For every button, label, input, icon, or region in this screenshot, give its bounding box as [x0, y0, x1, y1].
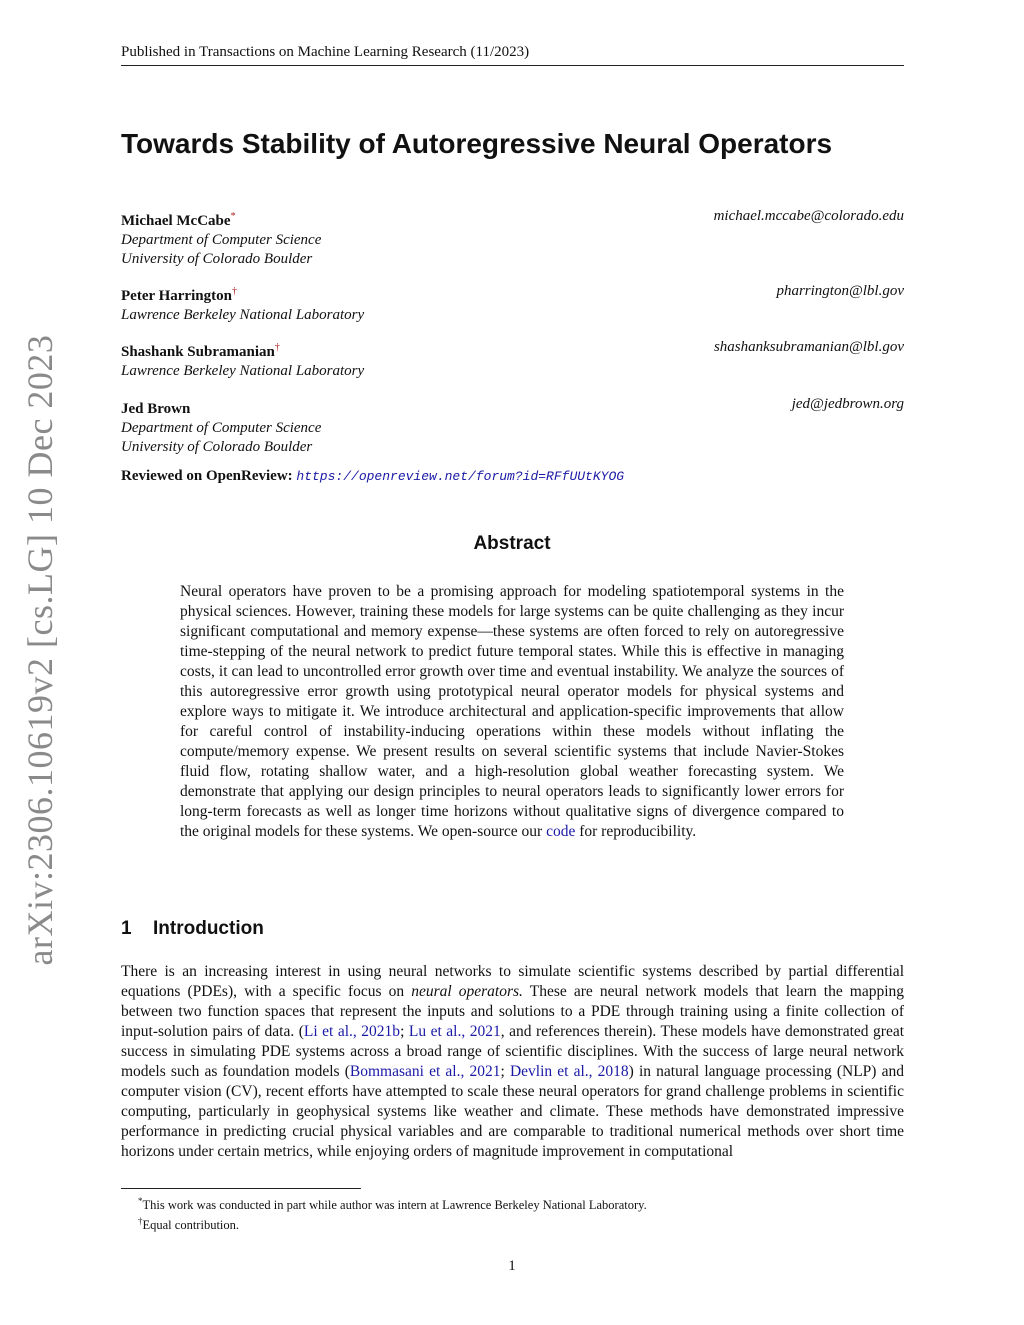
intro-paragraph [121, 962, 904, 1162]
intro-emphasis: neural operators. [411, 983, 523, 1000]
author-affiliation: Lawrence Berkeley National Laboratory [121, 363, 365, 379]
openreview-link[interactable]: https://openreview.net/forum?id=RFfUUtKYOG [296, 469, 625, 484]
author-block [121, 338, 904, 381]
code-link[interactable]: code [546, 823, 576, 840]
abstract-body: Neural operators have proven to be a promising approach for modeling spatiotemporal systems in the physical sciences. However, training these models for large systems can be quite challenging as they incur significant computational and memory expense—these systems are often forced to rely on autoregressive time-stepping of the neural network to predict future temporal states. While this is effective in managing costs, it can lead to uncontrolled error growth over time and eventual instability. We analyze the sources of this autoregressive error growth using prototypical neural operator models for physical systems and explore ways to mitigate it. We introduce architectural and application-specific improvements that allow for careful control of instability-inducing operations within these models without inflating the compute/memory expense. We present results on several scientific systems that include Navier-Stokes fluid flow, rotating shallow water, and a high-resolution global weather forecasting system. We demonstrate that applying our design principles to neural operators leads to significantly lower errors for long-term forecasts as well as longer time horizons without qualitative signs of divergence compared to the original models for these systems. We open-source our [180, 583, 844, 840]
citation-link[interactable]: Lu et al., 2021 [408, 1023, 501, 1040]
citation-separator: ; [500, 1063, 505, 1080]
citation-separator: ; [400, 1023, 405, 1040]
section-title: Introduction [153, 918, 264, 939]
footnote [138, 1193, 647, 1213]
abstract-heading: Abstract [473, 533, 551, 554]
author-email[interactable]: jed@jedbrown.org [791, 396, 904, 412]
citation-link[interactable]: Devlin et al., 2018 [509, 1063, 629, 1080]
author-affiliation: Department of Computer Science [121, 420, 322, 436]
author-mark: * [230, 211, 236, 222]
footnote-text: Equal contribution. [142, 1218, 240, 1233]
author-block [121, 207, 904, 269]
section-heading [121, 918, 264, 940]
author-block [121, 395, 904, 457]
author-affiliation: Lawrence Berkeley National Laboratory [121, 307, 365, 323]
page-number: 1 [508, 1258, 516, 1274]
review-label: Reviewed on OpenReview: [121, 468, 293, 484]
intro-text: These are neural network models that learn the mapping between two function spaces that represent the inputs and solutions to a PDE through training using a finite collection of input-solution pairs of data. ( [121, 983, 905, 1040]
review-line [121, 468, 624, 485]
author-name: Shashank Subramanian [121, 344, 275, 360]
citation-link[interactable]: Li et al., 2021b [303, 1023, 401, 1040]
footnotes [138, 1193, 647, 1233]
section-number: 1 [121, 918, 132, 939]
running-header: Published in Transactions on Machine Learning Research (11/2023) [121, 44, 904, 66]
intro-text: , and references therein). These models have demonstrated great success in simulating PDE systems across a broad range of scientific disciplines. With the success of large neural network models such as foundation models ( [121, 1023, 905, 1080]
author-email[interactable]: michael.mccabe@colorado.edu [713, 208, 904, 224]
footnote-mark: † [138, 1216, 143, 1227]
author-name: Jed Brown [121, 401, 191, 417]
footnote-text: This work was conducted in part while author was intern at Lawrence Berkeley National Laboratory. [142, 1198, 647, 1213]
author-name: Michael McCabe [121, 213, 231, 229]
author-affiliation: University of Colorado Boulder [121, 439, 313, 455]
author-block [121, 282, 904, 325]
footnote [138, 1213, 647, 1233]
author-affiliation: Department of Computer Science [121, 232, 322, 248]
author-affiliation: University of Colorado Boulder [121, 251, 313, 267]
author-name: Peter Harrington [121, 288, 232, 304]
arxiv-stamp-text: arXiv:2306.10619v2 [cs.LG] 10 Dec 2023 [20, 334, 60, 966]
author-mark: † [231, 286, 237, 297]
abstract-text [180, 582, 844, 842]
author-email[interactable]: shashanksubramanian@lbl.gov [713, 339, 904, 355]
intro-text: There is an increasing interest in using neural networks to simulate scientific systems described by partial differential equations (PDEs), with a specific focus on [121, 963, 904, 1000]
author-mark: † [274, 342, 280, 353]
footnote-rule [121, 1188, 361, 1189]
intro-text: ) in natural language processing (NLP) and computer vision (CV), recent efforts have attempted to scale these neural operators for grand challenge problems in scientific computing, particularly in geophysical systems like weather and climate. These methods have demonstrated impressive performance in predicting crucial physical variables and are comparable to traditional numerical methods over short time horizons under certain metrics, while enjoying orders of magnitude improvement in computational [121, 1063, 904, 1160]
footnote-mark: * [138, 1196, 143, 1206]
author-email[interactable]: pharrington@lbl.gov [776, 283, 904, 299]
citation-link[interactable]: Bommasani et al., 2021 [349, 1063, 501, 1080]
abstract-tail: for reproducibility. [579, 823, 697, 840]
paper-title: Towards Stability of Autoregressive Neural Operators [121, 128, 833, 159]
